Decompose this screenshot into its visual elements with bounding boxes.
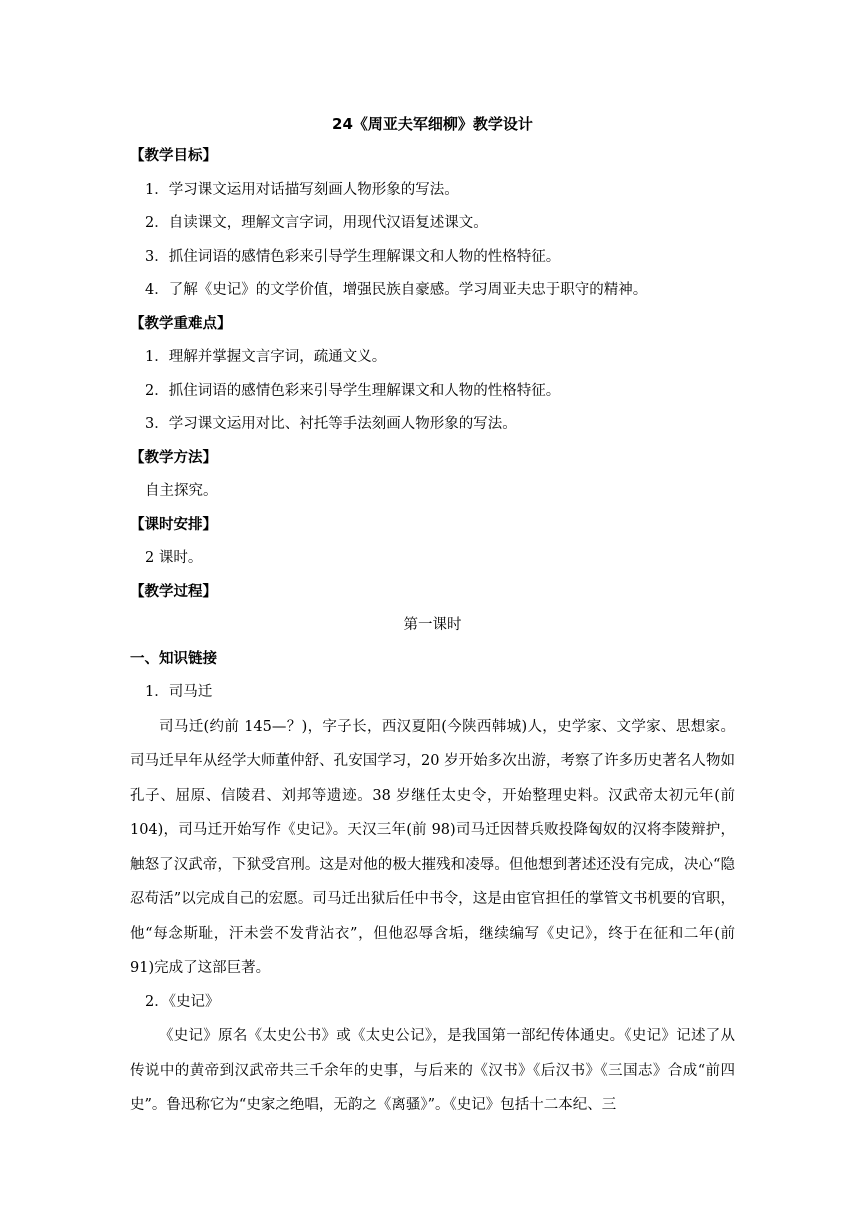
knowledge-paragraph: 《史记》原名《太史公书》或《太史公记》，是我国第一部纪传体通史。《史记》记述了从传说中的黄帝到汉武帝共三千余年的史事，与后来的《汉书》《后汉书》《三国志》合成“前四史”。鲁迅称它为“史家之绝唱，无韵之《离骚》”。《史记》包括十二本纪、三 <box>130 1028 735 1113</box>
knowledge-paragraph: 司马迁(约前 145—？)，字子长，西汉夏阳(今陕西韩城)人，史学家、文学家、思想家。司马迁早年从经学大师董仲舒、孔安国学习，20 岁开始多次出游，考察了许多历史著名人物如孔子、屈原、信陵君、刘邦等遗迹。38 岁继任太史令，开始整理史料。汉武帝太初元年(前 104)，司马迁开始写作《史记》。天汉三年(前 98)司马迁因替兵败投降匈奴的汉将李陵辩护，触怒了汉武帝，下狱受宫刑。这是对他的极大摧残和凌辱。但他想到著述还没有完成，决心“隐忍苟活”以完成自己的宏愿。司马迁出狱后任中书令，这是由宦官担任的掌管文书机要的官职，他“每念斯耻，汗未尝不发背沾衣”，但他忍辱含垢，继续编写《史记》，终于在征和二年(前 91)完成了这部巨著。 <box>130 718 735 976</box>
schedule-text: 2 课时。 <box>145 550 203 566</box>
goal-item: 3．抓住词语的感情色彩来引导学生理解课文和人物的性格特征。 <box>145 248 561 265</box>
lesson-label: 第一课时 <box>403 617 462 633</box>
document-body <box>130 108 735 1123</box>
section-heading-method: 【教学方法】 <box>130 449 217 466</box>
goal-item: 4．了解《史记》的文学价值，增强民族自豪感。学习周亚夫忠于职守的精神。 <box>145 282 648 298</box>
section-heading-process: 【教学过程】 <box>130 583 217 600</box>
key-point-item: 3．学习课文运用对比、衬托等手法刻画人物形象的写法。 <box>145 416 517 432</box>
key-point-item: 1．理解并掌握文言字词，疏通文义。 <box>145 349 387 365</box>
key-point-item: 2．抓住词语的感情色彩来引导学生理解课文和人物的性格特征。 <box>145 382 561 399</box>
goal-item: 2．自读课文，理解文言字词，用现代汉语复述课文。 <box>145 215 488 231</box>
knowledge-item-label: 1．司马迁 <box>145 684 213 700</box>
section-heading-key-points: 【教学重难点】 <box>130 315 232 332</box>
method-text: 自主探究。 <box>145 483 218 499</box>
document-title: 24《周亚夫军细柳》教学设计 <box>332 115 533 133</box>
section-heading-schedule: 【课时安排】 <box>130 516 217 533</box>
subsection-heading-knowledge: 一、知识链接 <box>130 650 217 667</box>
knowledge-item-label: 2．《史记》 <box>145 993 220 1010</box>
goal-item: 1．学习课文运用对话描写刻画人物形象的写法。 <box>145 181 459 198</box>
section-heading-goals: 【教学目标】 <box>130 148 217 164</box>
